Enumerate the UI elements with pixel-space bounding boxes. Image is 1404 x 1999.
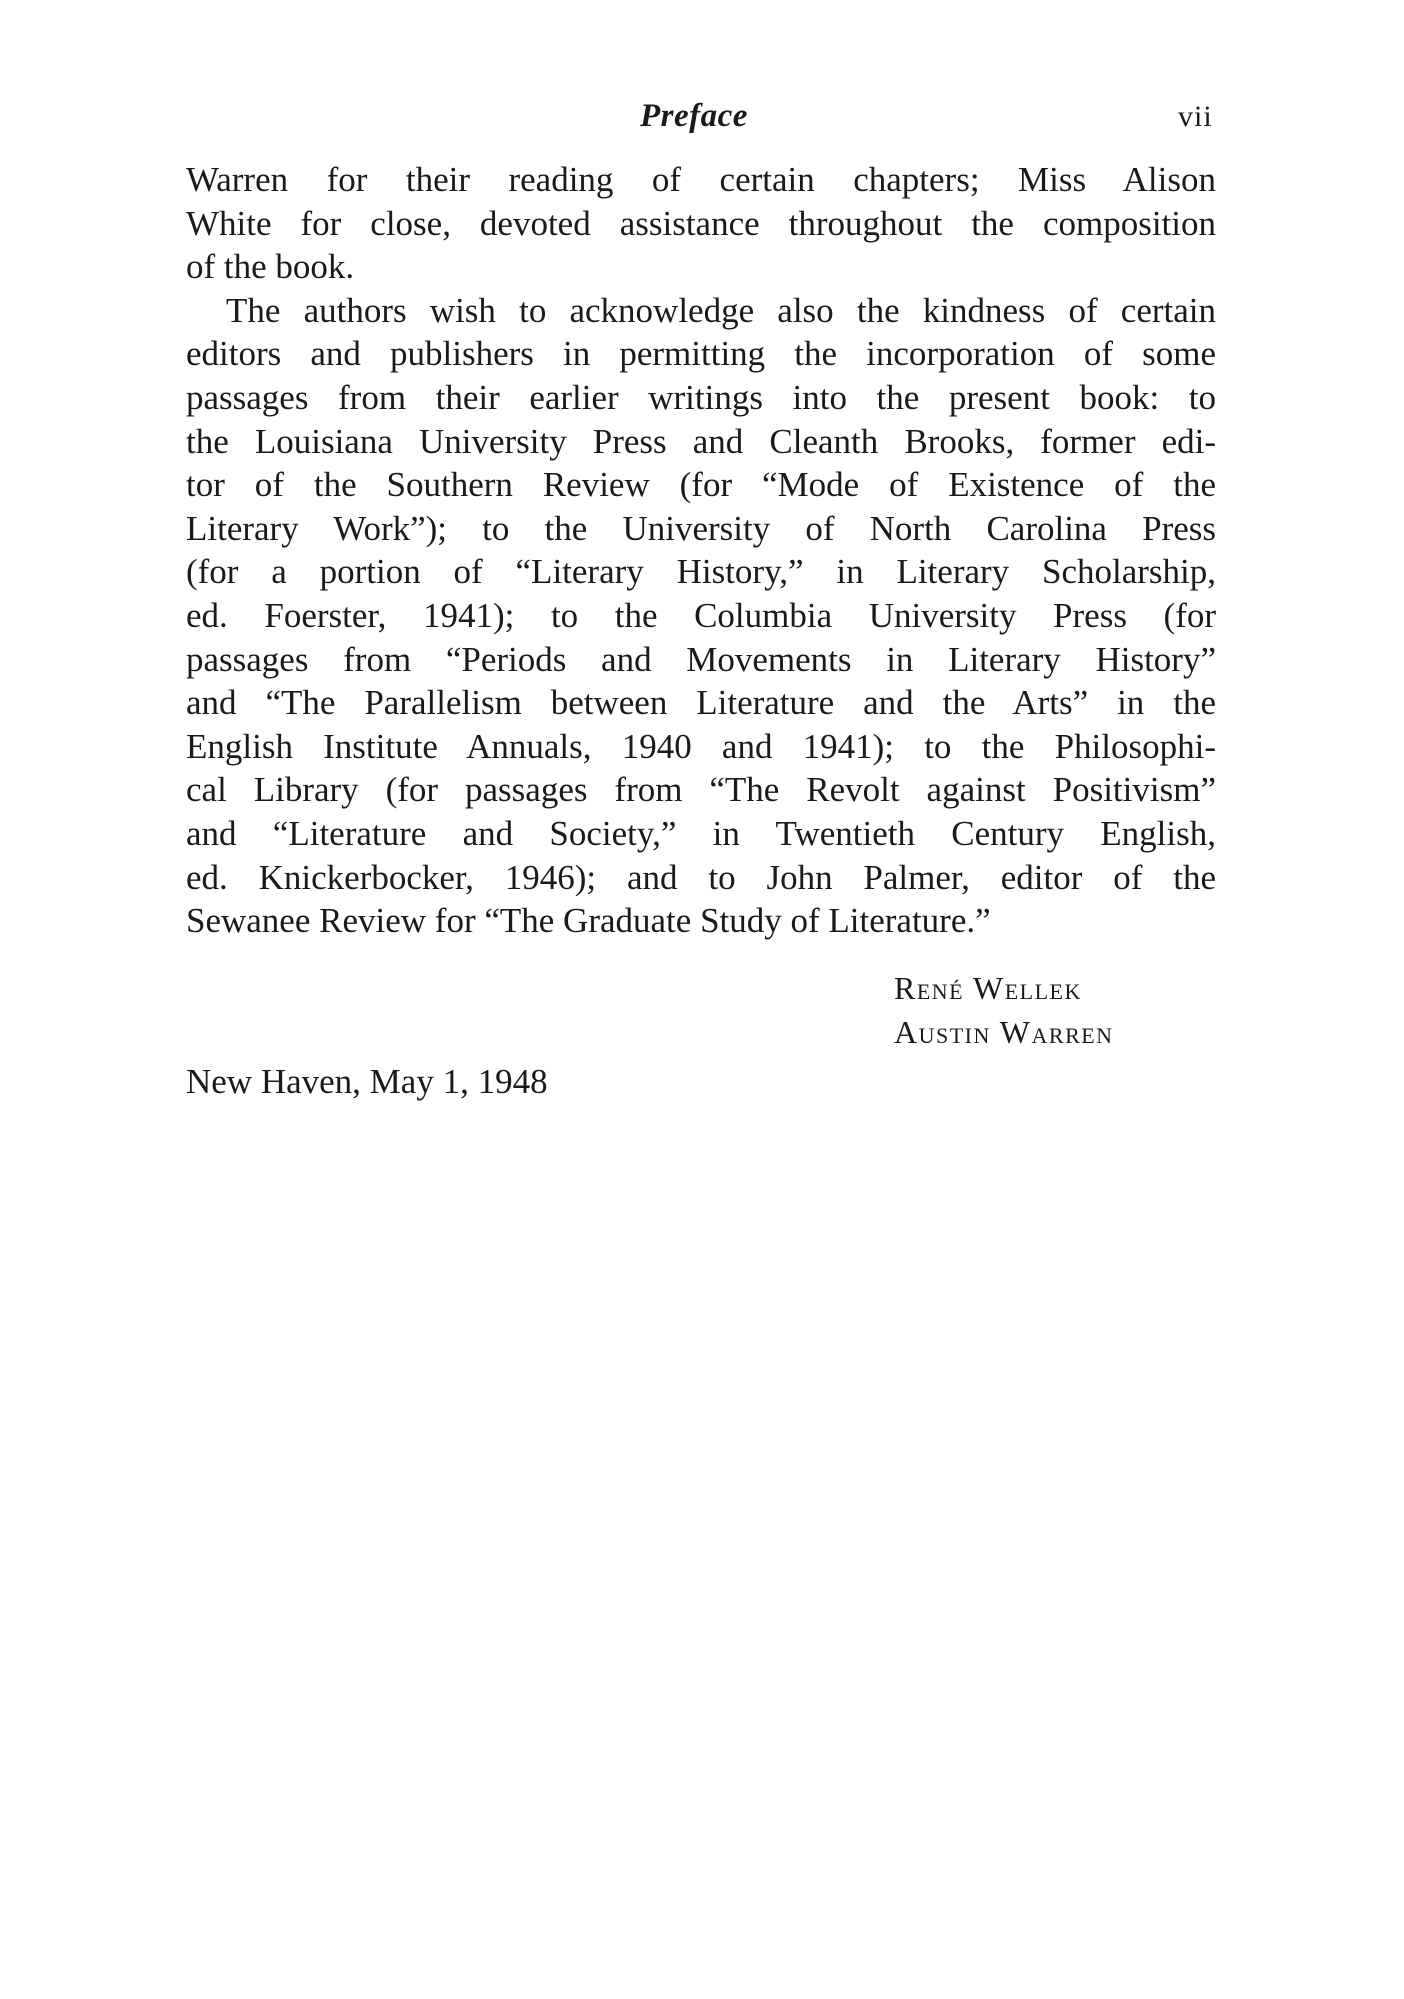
signature-author-2: Austin Warren	[894, 1014, 1114, 1050]
text-line: the Louisiana University Press and Cleanth Brooks, former edi-	[186, 421, 1216, 461]
text-line: Sewanee Review for “The Graduate Study of Literature.”	[186, 901, 991, 941]
running-head-title: Preface	[640, 98, 748, 134]
text-line: passages from “Periods and Movements in Literary History”	[186, 639, 1216, 679]
text-line: ed. Foerster, 1941); to the Columbia University Press (for	[186, 595, 1216, 635]
text-line: (for a portion of “Literary History,” in Literary Scholarship,	[186, 552, 1216, 592]
text-line: tor of the Southern Review (for “Mode of Existence of the	[186, 465, 1216, 505]
text-line: editors and publishers in permitting the incorporation of some	[186, 334, 1216, 374]
text-line: and “Literature and Society,” in Twentieth Century English,	[186, 813, 1216, 853]
page-number: vii	[1178, 100, 1213, 133]
text-line: White for close, devoted assistance throughout the composition	[186, 203, 1216, 243]
text-line: Warren for their reading of certain chapters; Miss Alison	[186, 160, 1216, 199]
text-line: passages from their earlier writings into the present book: to	[186, 377, 1216, 417]
text-line: cal Library (for passages from “The Revolt against Positivism”	[186, 770, 1216, 810]
text-line: The authors wish to acknowledge also the kindness of certain	[226, 290, 1216, 330]
text-line: of the book.	[186, 247, 355, 287]
signature-author-1: René Wellek	[894, 970, 1082, 1006]
place-and-date: New Haven, May 1, 1948	[186, 1062, 548, 1101]
text-line: English Institute Annuals, 1940 and 1941); to the Philosophi-	[186, 726, 1216, 766]
preface-body	[186, 158, 1216, 943]
text-line: Literary Work”); to the University of North Carolina Press	[186, 508, 1216, 548]
text-line: ed. Knickerbocker, 1946); and to John Palmer, editor of the	[186, 857, 1216, 897]
text-line: and “The Parallelism between Literature and the Arts” in the	[186, 683, 1216, 723]
